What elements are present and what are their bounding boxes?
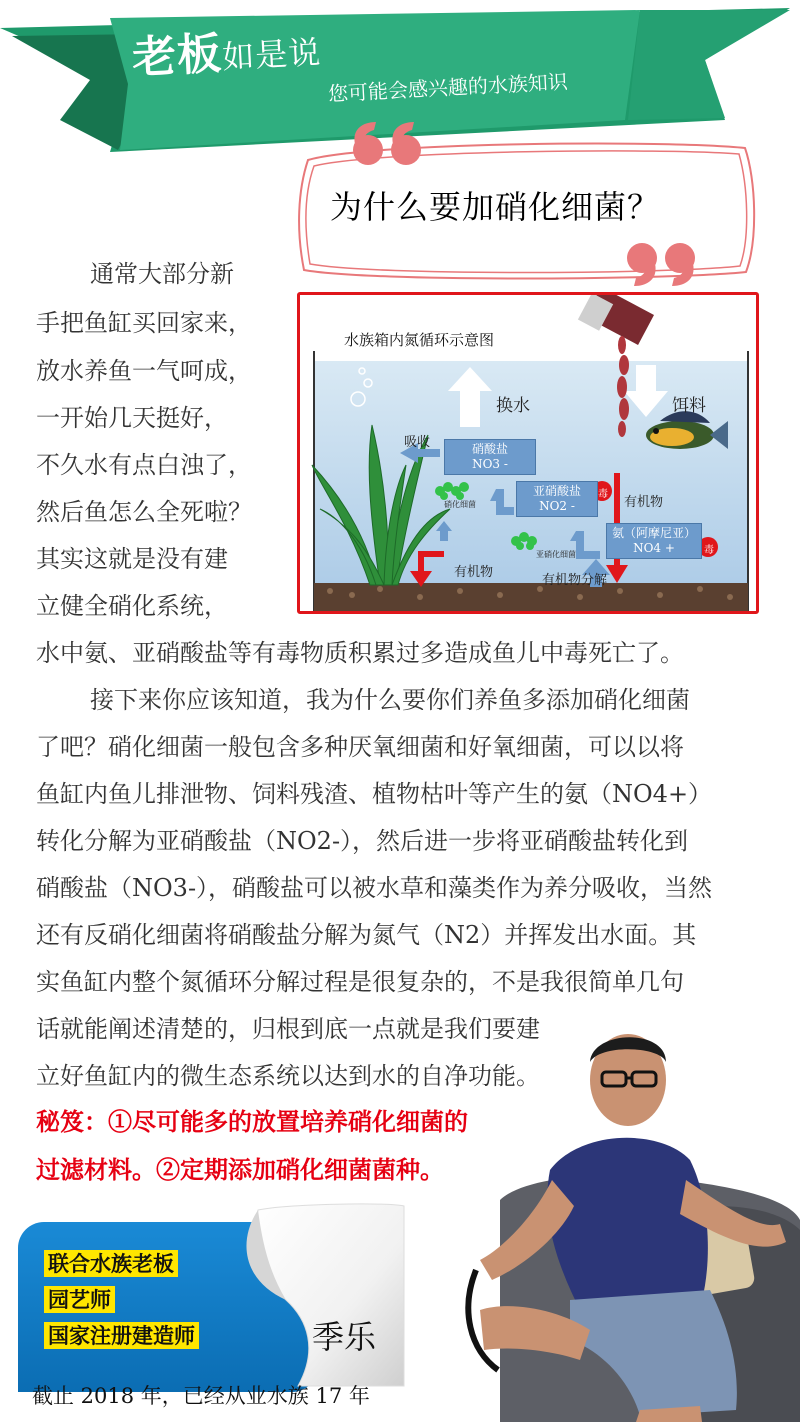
body-line: 立好鱼缸内的微生态系统以达到水的自净功能。 [36,1062,540,1090]
water-change-label: 换水 [496,396,530,416]
intro-line: 然后鱼怎么全死啦？ [36,498,252,526]
intro-line: 其实这就是没有建 [36,545,228,573]
experience-footer: 截止 2018 年，已经从业水族 17 年 [32,1384,370,1408]
body-line: 还有反硝化细菌将硝酸盐分解为氮气（N2）并挥发出水面。其 [36,921,697,949]
page-curl-decoration [198,1200,408,1390]
poison-label: 毒 [704,545,714,556]
tip-line: 过滤材料。②定期添加硝化细菌菌种。 [36,1155,444,1184]
intro-line: 立健全硝化系统， [36,592,228,620]
feed-label: 饵料 [672,396,706,416]
intro-line: 不久水有点白浊了， [36,451,252,479]
close-quote-icon [627,243,695,286]
intro-line: 水中氨、亚硝酸盐等有毒物质积累过多造成鱼儿中毒死亡了。 [36,639,684,667]
nitrogen-cycle-diagram [297,292,759,614]
organic-matter-label: 有机物 [624,495,664,510]
body-line: 了吧？硝化细菌一般包含多种厌氧细菌和好氧细菌，可以以将 [36,733,684,761]
author-title: 国家注册建造师 [44,1322,199,1349]
intro-line: 一开始几天挺好， [36,404,228,432]
nitrifying-bacteria-label: 硝化细菌 [444,500,476,509]
poison-label: 毒 [598,489,608,500]
intro-line: 放水养鱼一气呵成， [36,357,252,385]
author-title: 园艺师 [44,1286,115,1313]
nitrate-box: 硝酸盐 NO3 - [444,439,536,475]
ammonia-box: 氨（阿摩尼亚） NO4 + [606,523,702,559]
nitrite-box: 亚硝酸盐 NO2 - [516,481,598,517]
decomposition-label: 有机物分解 [542,573,608,588]
diagram-title: 水族箱内氮循环示意图 [344,331,495,349]
intro-line: 手把鱼缸买回家来， [36,309,252,337]
banner-title: 老板如是说 [130,28,323,84]
tip-line: 秘笈：①尽可能多的放置培养硝化细菌的 [36,1107,468,1136]
feed-container-icon [578,295,654,345]
banner-subtitle: 您可能会感兴趣的水族知识 [327,69,569,106]
author-title: 联合水族老板 [44,1250,178,1277]
body-line: 实鱼缸内整个氮循环分解过程是很复杂的，不是我很简单几句 [36,968,684,996]
author-photo [440,1010,800,1422]
organic-matter-label: 有机物 [454,565,494,580]
body-line: 话就能阐述清楚的，归根到底一点就是我们要建 [36,1015,540,1043]
nitrite-bacteria-label: 亚硝化细菌 [536,550,576,559]
open-quote-icon [353,122,421,165]
question-title: 为什么要加硝化细菌？ [330,188,661,226]
body-line: 硝酸盐（NO3-），硝酸盐可以被水草和藻类作为养分吸收，当然 [36,874,713,902]
body-line: 转化分解为亚硝酸盐（NO2-），然后进一步将亚硝酸盐转化到 [36,827,689,855]
intro-line: 通常大部分新 [90,260,234,288]
body-line: 鱼缸内鱼儿排泄物、饲料残渣、植物枯叶等产生的氨（NO4+） [36,780,713,808]
author-name: 季乐 [312,1318,377,1356]
absorb-label: 吸收 [404,435,431,450]
body-line: 接下来你应该知道，我为什么要你们养鱼多添加硝化细菌 [90,686,690,714]
